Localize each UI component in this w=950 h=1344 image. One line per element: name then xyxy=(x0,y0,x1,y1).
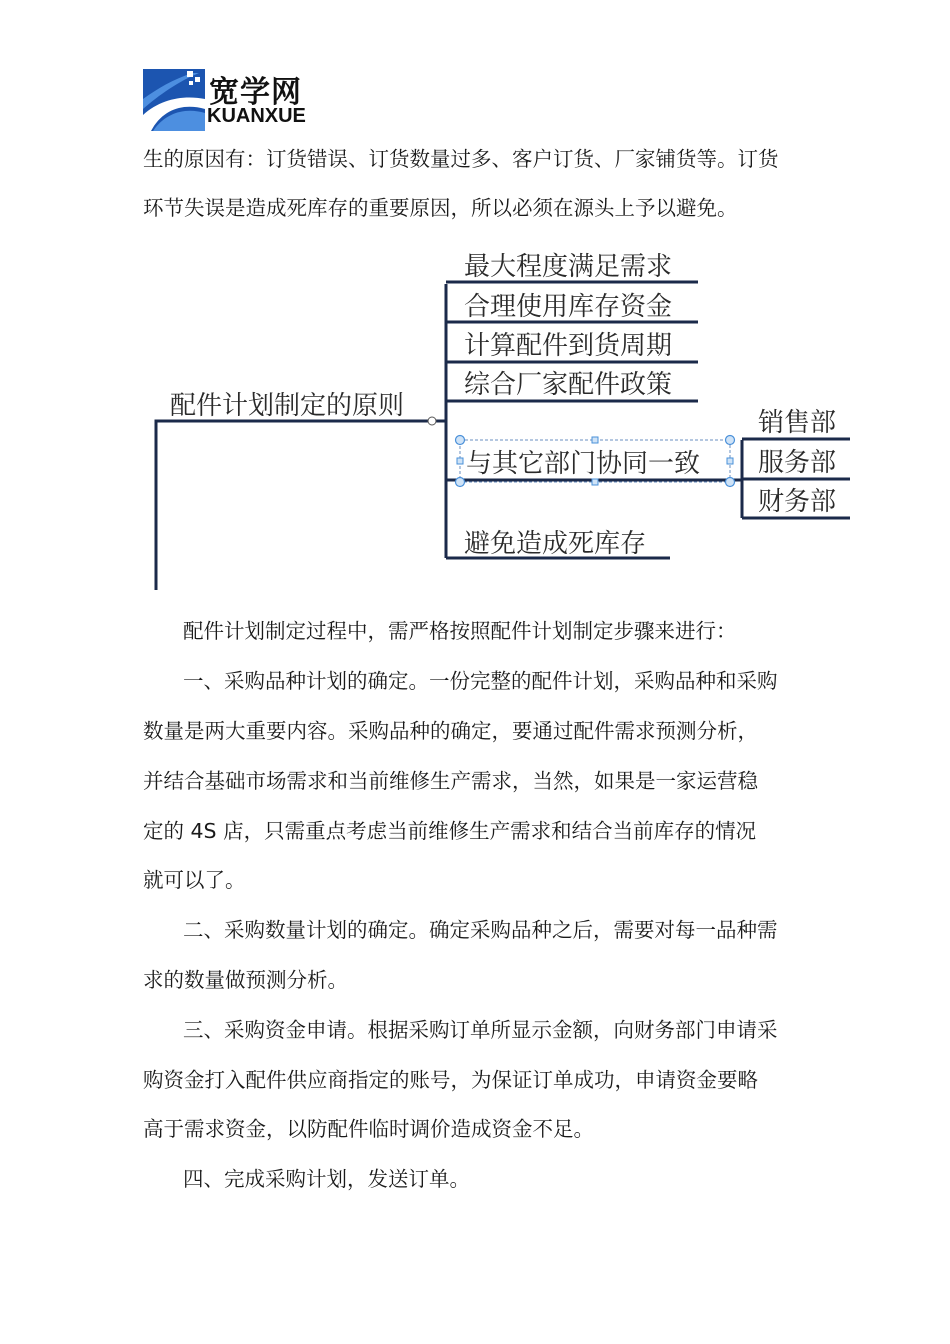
mindmap-sub-label: 销售部 xyxy=(758,408,837,438)
resize-handle[interactable] xyxy=(726,478,735,487)
mindmap-branch-label: 与其它部门协同一致 xyxy=(466,449,701,479)
intro-line-2: 环节失误是造成死库存的重要原因，所以必须在源头上予以避免。 xyxy=(143,196,738,220)
step-3-line: 高于需求资金，以防配件临时调价造成资金不足。 xyxy=(143,1117,594,1141)
step-1-line: 定的 4S 店，只需重点考虑当前维修生产需求和结合当前库存的情况 xyxy=(143,819,757,843)
intro-line-1: 生的原因有：订货错误、订货数量过多、客户订货、厂家铺货等。订货 xyxy=(143,147,779,171)
kuanxue-logo xyxy=(143,69,323,131)
paragraph-intro-line: 配件计划制定过程中，需严格按照配件计划制定步骤来进行： xyxy=(183,619,737,643)
mindmap-branch-label: 最大程度满足需求 xyxy=(464,252,673,282)
resize-handle[interactable] xyxy=(457,458,463,464)
step-2-line: 求的数量做预测分析。 xyxy=(143,968,348,992)
resize-handle[interactable] xyxy=(592,437,598,443)
step-2-line: 二、采购数量计划的确定。确定采购品种之后，需要对每一品种需 xyxy=(183,918,778,942)
step-1-line: 并结合基础市场需求和当前维修生产需求，当然，如果是一家运营稳 xyxy=(143,769,758,793)
kuanxue-swoosh-logo-icon xyxy=(143,69,205,131)
mindmap-branch-label: 综合厂家配件政策 xyxy=(464,370,673,400)
step-1-line: 一、采购品种计划的确定。一份完整的配件计划，采购品种和采购 xyxy=(183,669,778,693)
resize-handle[interactable] xyxy=(592,479,598,485)
logo-name-cn: 宽学网 xyxy=(209,75,302,110)
step-1-line: 数量是两大重要内容。采购品种的确定，要通过配件需求预测分析， xyxy=(143,719,758,743)
step-3-line: 购资金打入配件供应商指定的账号，为保证订单成功，申请资金要略 xyxy=(143,1068,758,1092)
mindmap-root-label: 配件计划制定的原则 xyxy=(170,391,405,421)
resize-handle[interactable] xyxy=(727,458,733,464)
step-4-line: 四、完成采购计划，发送订单。 xyxy=(183,1167,470,1191)
resize-handle[interactable] xyxy=(456,478,465,487)
mindmap-diagram xyxy=(150,240,855,592)
mindmap-sub-label: 财务部 xyxy=(758,487,837,517)
step-3-line: 三、采购资金申请。根据采购订单所显示金额，向财务部门申请采 xyxy=(183,1018,778,1042)
mindmap-branch-label: 避免造成死库存 xyxy=(464,529,647,559)
mindmap-sub-label: 服务部 xyxy=(758,448,837,478)
resize-handle[interactable] xyxy=(456,436,465,445)
mindmap-branch-label: 合理使用库存资金 xyxy=(464,292,673,322)
step-1-line: 就可以了。 xyxy=(143,868,246,892)
logo-name-en: KUANXUE xyxy=(207,105,306,127)
mindmap-branch-label: 计算配件到货周期 xyxy=(464,331,673,361)
resize-handle[interactable] xyxy=(726,436,735,445)
